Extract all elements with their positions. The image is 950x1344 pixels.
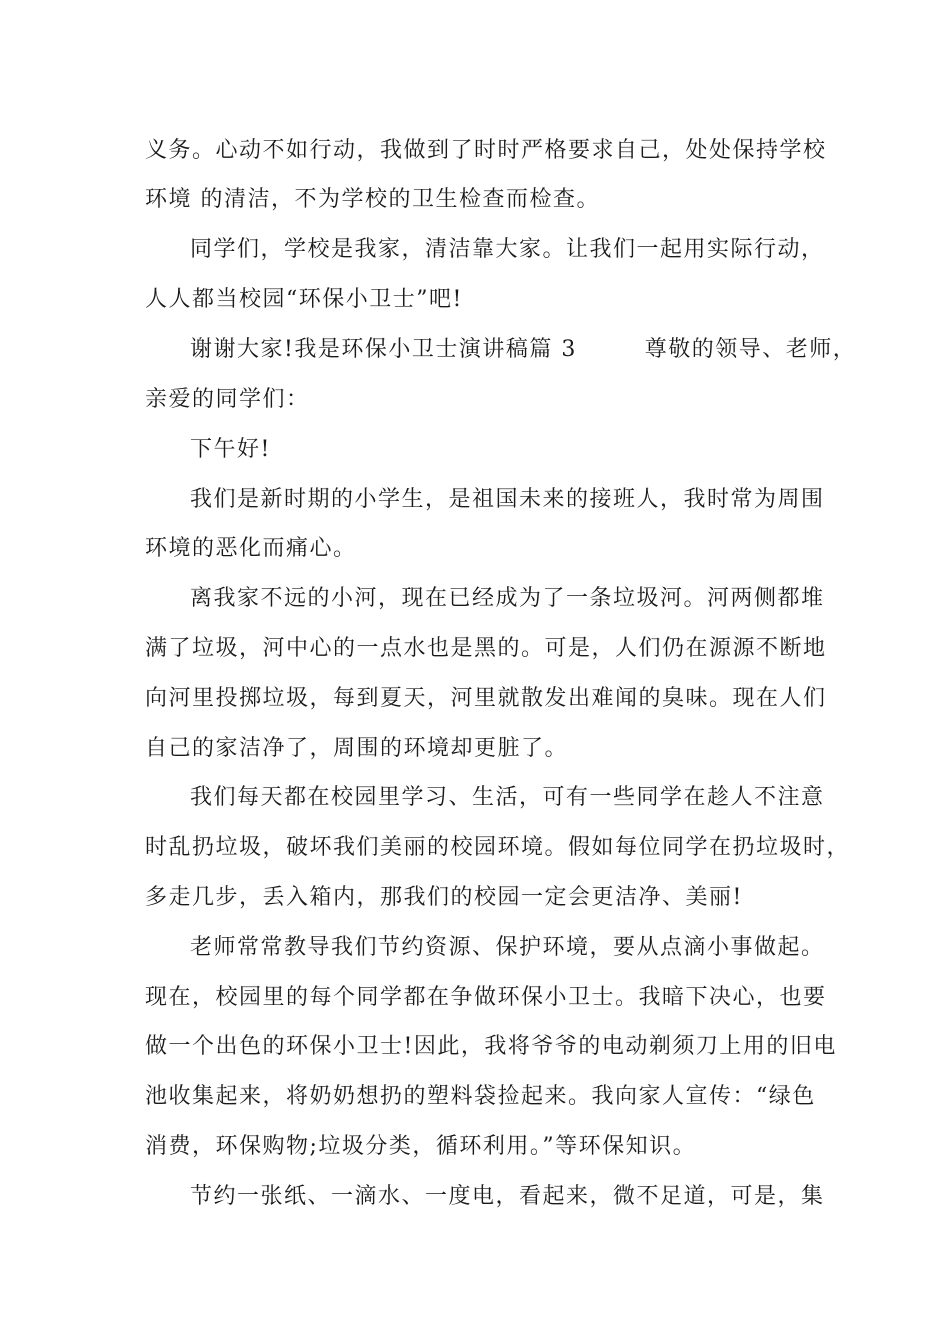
paragraph-start-line: 节约一张纸、一滴水、一度电，看起来，微不足道，可是，集 bbox=[190, 1184, 825, 1209]
text-line: 做一个出色的环保小卫士!因此，我将爷爷的电动剃须刀上用的旧电 bbox=[145, 1034, 837, 1059]
text-line: 现在，校园里的每个同学都在争做环保小卫士。我暗下决心，也要 bbox=[145, 985, 827, 1010]
paragraph-start-line: 我们是新时期的小学生，是祖国未来的接班人，我时常为周围 bbox=[190, 487, 825, 512]
paragraph-start-line: 离我家不远的小河，现在已经成为了一条垃圾河。河两侧都堆 bbox=[190, 586, 825, 611]
paragraph-start-line: 谢谢大家!我是环保小卫士演讲稿篇 3 尊敬的领导、老师， bbox=[190, 337, 857, 362]
text-line: 多走几步，丢入箱内，那我们的校园一定会更洁净、美丽! bbox=[145, 885, 743, 910]
text-line: 亲爱的同学们： bbox=[145, 387, 310, 412]
text-line: 满了垃圾，河中心的一点水也是黑的。可是，人们仍在源源不断地 bbox=[145, 636, 827, 661]
paragraph-start-line: 我们每天都在校园里学习、生活，可有一些同学在趁人不注意 bbox=[190, 785, 825, 810]
text-line: 义务。心动不如行动，我做到了时时严格要求自己，处处保持学校 bbox=[145, 138, 827, 163]
text-line: 环境的恶化而痛心。 bbox=[145, 536, 357, 561]
paragraph-start-line: 老师常常教导我们节约资源、保护环境，要从点滴小事做起。 bbox=[190, 935, 825, 960]
text-line: 消费，环保购物;垃圾分类，循环利用。”等环保知识。 bbox=[145, 1134, 697, 1159]
text-line: 人人都当校园“环保小卫士”吧! bbox=[145, 287, 463, 312]
text-line: 池收集起来，将奶奶想扔的塑料袋捡起来。我向家人宣传：“绿色 bbox=[145, 1084, 816, 1109]
text-line: 向河里投掷垃圾，每到夏天，河里就散发出难闻的臭味。现在人们 bbox=[145, 686, 827, 711]
text-line: 自己的家洁净了，周围的环境却更脏了。 bbox=[145, 736, 569, 761]
paragraph-start-line: 下午好! bbox=[190, 437, 271, 462]
text-line: 环境 的清洁，不为学校的卫生检查而检查。 bbox=[145, 187, 600, 212]
text-line: 时乱扔垃圾，破坏我们美丽的校园环境。假如每位同学在扔垃圾时， bbox=[145, 835, 851, 860]
paragraph-start-line: 同学们，学校是我家，清洁靠大家。让我们一起用实际行动， bbox=[190, 237, 825, 262]
